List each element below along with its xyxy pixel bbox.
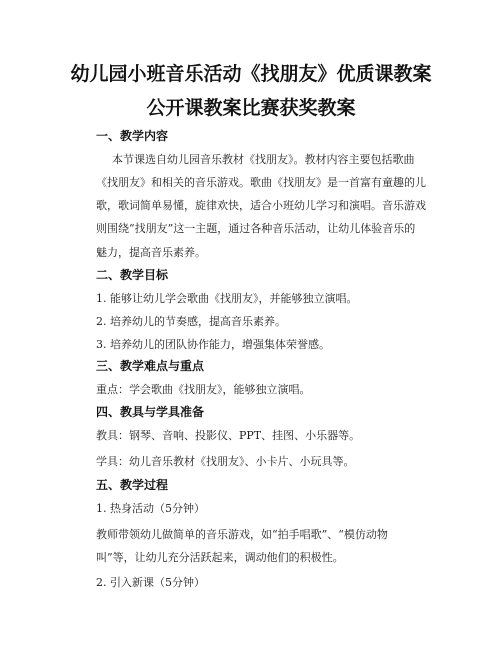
paragraph-line: 本节课选自幼儿园音乐教材《找朋友》。教材内容主要包括歌曲 bbox=[112, 153, 415, 166]
section-heading-key-points: 三、教学难点与重点 bbox=[96, 359, 205, 373]
paragraph-line: 重点：学会歌曲《找朋友》，能够独立演唱。 bbox=[96, 383, 311, 396]
list-item: 2. 培养幼儿的节奏感，提高音乐素养。 bbox=[96, 315, 286, 328]
paragraph-line: 则围绕“找朋友”这一主题，通过各种音乐活动，让幼儿体验音乐的 bbox=[96, 222, 416, 235]
paragraph-line: 叫”等，让幼儿充分活跃起来，调动他们的积极性。 bbox=[96, 551, 344, 564]
list-item: 3. 培养幼儿的团队协作能力，增强集体荣誉感。 bbox=[96, 338, 330, 351]
list-item: 2. 引入新课（5分钟） bbox=[96, 576, 205, 589]
section-heading-content: 一、教学内容 bbox=[96, 129, 169, 143]
section-heading-process: 五、教学过程 bbox=[96, 478, 169, 492]
paragraph-line: 教具：钢琴、音响、投影仪、PPT、挂图、小乐器等。 bbox=[96, 429, 361, 442]
list-item: 1. 热身活动（5分钟） bbox=[96, 502, 205, 515]
section-heading-materials: 四、教具与学具准备 bbox=[96, 405, 205, 419]
paragraph-line: 魅力，提高音乐素养。 bbox=[96, 246, 206, 259]
paragraph-line: 歌，歌词简单易懂，旋律欢快，适合小班幼儿学习和演唱。音乐游戏 bbox=[96, 199, 426, 212]
paragraph-line: 教师带领幼儿做简单的音乐游戏，如“拍手唱歌”、“模仿动物 bbox=[96, 528, 388, 541]
section-heading-goals: 二、教学目标 bbox=[96, 268, 169, 282]
paragraph-line: 《找朋友》和相关的音乐游戏。歌曲《找朋友》是一首富有童趣的儿 bbox=[96, 176, 426, 189]
document-title: 幼儿园小班音乐活动《找朋友》优质课教案 bbox=[70, 63, 432, 85]
document-subtitle: 公开课教案比赛获奖教案 bbox=[146, 97, 356, 119]
paragraph-line: 学具：幼儿音乐教材《找朋友》、小卡片、小玩具等。 bbox=[96, 455, 355, 468]
list-item: 1. 能够让幼儿学会歌曲《找朋友》，并能够独立演唱。 bbox=[96, 292, 358, 305]
